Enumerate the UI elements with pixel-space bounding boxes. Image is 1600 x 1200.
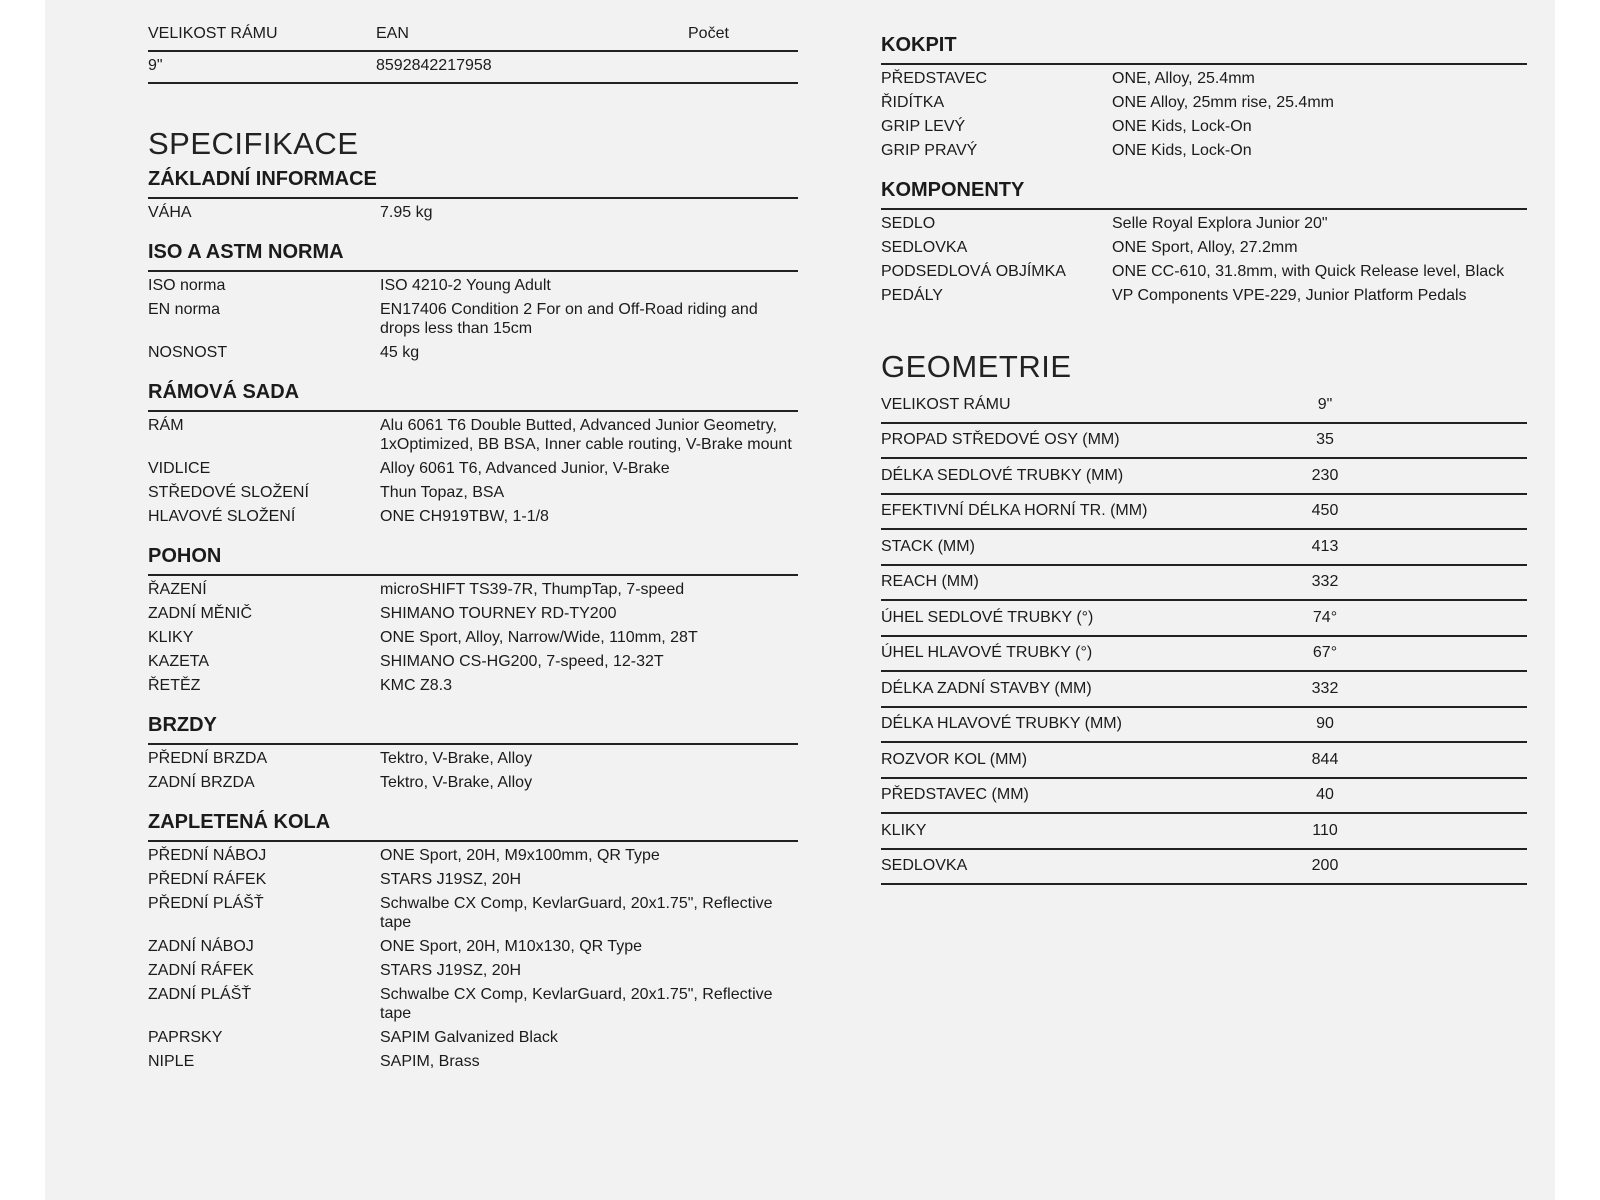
spec-value: STARS J19SZ, 20H xyxy=(380,871,522,888)
spec-value: Tektro, V-Brake, Alloy xyxy=(380,774,533,791)
spec-row xyxy=(148,507,798,531)
spec-label: ZADNÍ PLÁŠŤ xyxy=(148,986,252,1003)
spec-row xyxy=(148,1028,798,1052)
spec-label: VIDLICE xyxy=(148,460,211,477)
spec-label: KAZETA xyxy=(148,653,210,670)
geometry-label: DÉLKA HLAVOVÉ TRUBKY (MM) xyxy=(881,715,1122,733)
spec-label: PEDÁLY xyxy=(881,287,943,304)
spec-row xyxy=(148,773,798,797)
spec-row xyxy=(148,343,798,367)
spec-row xyxy=(148,846,798,870)
spec-value: SAPIM, Brass xyxy=(380,1053,480,1070)
spec-row xyxy=(148,203,798,227)
geometry-row xyxy=(881,814,1527,850)
spec-section xyxy=(148,712,798,797)
spec-label: NIPLE xyxy=(148,1053,195,1070)
spec-section xyxy=(148,379,798,531)
geometry-label: KLIKY xyxy=(881,821,927,839)
spec-row xyxy=(881,214,1527,238)
spec-value: ONE Kids, Lock-On xyxy=(1112,118,1252,135)
spec-label: ŘIDÍTKA xyxy=(881,94,945,111)
spec-row xyxy=(148,300,798,343)
geometry-label: SEDLOVKA xyxy=(881,857,968,875)
spec-label: SEDLOVKA xyxy=(881,239,968,256)
spec-value: VP Components VPE-229, Junior Platform Pedals xyxy=(1112,287,1467,304)
spec-row xyxy=(148,985,798,1028)
geometry-label: ROZVOR KOL (MM) xyxy=(881,750,1028,768)
spec-value: Thun Topaz, BSA xyxy=(380,484,505,501)
spec-row xyxy=(881,262,1527,286)
geometry-value: 450 xyxy=(1311,502,1339,520)
spec-value: Schwalbe CX Comp, KevlarGuard, 20x1.75", Reflective tape xyxy=(380,895,773,931)
right-column xyxy=(881,0,1527,885)
spec-value: 45 kg xyxy=(380,344,420,361)
spec-row xyxy=(148,483,798,507)
spec-label: PAPRSKY xyxy=(148,1029,223,1046)
geometry-row xyxy=(881,850,1527,886)
geometry-label: DÉLKA SEDLOVÉ TRUBKY (MM) xyxy=(881,466,1124,484)
spec-row xyxy=(148,628,798,652)
geometry-row xyxy=(881,388,1527,424)
spec-label: GRIP LEVÝ xyxy=(881,118,966,135)
geometry-value: 200 xyxy=(1311,857,1339,875)
spec-value: EN17406 Condition 2 For on and Off-Road riding and drops less than 15cm xyxy=(380,301,758,337)
geometry-row xyxy=(881,424,1527,460)
geometry-row xyxy=(881,530,1527,566)
ean-table xyxy=(148,20,798,84)
spec-label: STŘEDOVÉ SLOŽENÍ xyxy=(148,484,309,501)
geometry-label: REACH (MM) xyxy=(881,573,979,591)
spec-value: ONE Sport, 20H, M10x130, QR Type xyxy=(380,938,643,955)
spec-value: STARS J19SZ, 20H xyxy=(380,962,522,979)
spec-value: Tektro, V-Brake, Alloy xyxy=(380,750,533,767)
geometry-row xyxy=(881,637,1527,673)
spec-row xyxy=(881,286,1527,310)
spec-value: ONE Alloy, 25mm rise, 25.4mm xyxy=(1112,94,1334,111)
ean-header-ean: EAN xyxy=(376,25,409,42)
geometry-label: DÉLKA ZADNÍ STAVBY (MM) xyxy=(881,679,1092,697)
spec-row xyxy=(881,117,1527,141)
spec-sheet xyxy=(45,0,1555,1200)
spec-row xyxy=(148,749,798,773)
spec-value: SHIMANO TOURNEY RD-TY200 xyxy=(380,605,617,622)
geometry-row xyxy=(881,672,1527,708)
spec-section xyxy=(148,239,798,367)
spec-label: ŘAZENÍ xyxy=(148,581,207,598)
spec-rows xyxy=(148,272,798,367)
spec-value: ONE Sport, Alloy, 27.2mm xyxy=(1112,239,1298,256)
spec-row xyxy=(148,652,798,676)
spec-value: Selle Royal Explora Junior 20" xyxy=(1112,215,1328,232)
spec-row xyxy=(148,937,798,961)
spec-value: Alu 6061 T6 Double Butted, Advanced Junior Geometry, 1xOptimized, BB BSA, Inner cable routing, V-Brake mount xyxy=(380,417,792,453)
spec-value: Schwalbe CX Comp, KevlarGuard, 20x1.75", Reflective tape xyxy=(380,986,773,1022)
spec-value: ONE Sport, Alloy, Narrow/Wide, 110mm, 28T xyxy=(380,629,698,646)
spec-rows xyxy=(881,210,1527,310)
spec-label: ŘETĚZ xyxy=(148,677,201,694)
spec-label: ZADNÍ MĚNIČ xyxy=(148,605,252,622)
spec-label: KLIKY xyxy=(148,629,194,646)
spec-row xyxy=(148,604,798,628)
ean-cell-count xyxy=(688,54,798,78)
section-title: BRZDY xyxy=(148,712,798,745)
geometry-value: 230 xyxy=(1311,466,1339,484)
spec-value: ISO 4210-2 Young Adult xyxy=(380,277,551,294)
spec-value: ONE CC-610, 31.8mm, with Quick Release level, Black xyxy=(1112,263,1505,280)
spec-value: ONE Sport, 20H, M9x100mm, QR Type xyxy=(380,847,660,864)
spec-value: microSHIFT TS39-7R, ThumpTap, 7-speed xyxy=(380,581,685,598)
geometry-label: ÚHEL SEDLOVÉ TRUBKY (°) xyxy=(881,608,1094,626)
section-title: ZAPLETENÁ KOLA xyxy=(148,809,798,842)
spec-row xyxy=(148,870,798,894)
geometry-value: 413 xyxy=(1311,537,1339,555)
geometry-row xyxy=(881,601,1527,637)
spec-row xyxy=(148,676,798,700)
geometry-label: STACK (MM) xyxy=(881,537,975,555)
spec-label: VÁHA xyxy=(148,204,192,221)
geometry-value: 332 xyxy=(1311,573,1339,591)
spec-value: ONE, Alloy, 25.4mm xyxy=(1112,70,1255,87)
spec-row xyxy=(881,238,1527,262)
spec-row xyxy=(881,141,1527,165)
ean-table-header xyxy=(148,20,798,52)
spec-rows xyxy=(148,576,798,700)
spec-value: ONE Kids, Lock-On xyxy=(1112,142,1252,159)
spec-row xyxy=(881,93,1527,117)
spec-section xyxy=(148,543,798,700)
spec-label: ZADNÍ RÁFEK xyxy=(148,962,254,979)
spec-label: PŘEDNÍ PLÁŠŤ xyxy=(148,895,264,912)
spec-value: ONE CH919TBW, 1-1/8 xyxy=(380,508,549,525)
geometry-value: 9" xyxy=(1317,395,1333,413)
geometry-label: PŘEDSTAVEC (MM) xyxy=(881,786,1029,804)
section-title: ZÁKLADNÍ INFORMACE xyxy=(148,166,798,199)
geometry-row xyxy=(881,708,1527,744)
spec-value: 7.95 kg xyxy=(380,204,433,221)
section-title: RÁMOVÁ SADA xyxy=(148,379,798,412)
spec-label: SEDLO xyxy=(881,215,936,232)
geometry-label: VELIKOST RÁMU xyxy=(881,395,1011,413)
spec-row xyxy=(148,894,798,937)
spec-label: ISO norma xyxy=(148,277,226,294)
geometry-value: 90 xyxy=(1316,715,1334,733)
spec-label: EN norma xyxy=(148,301,221,318)
spec-label: HLAVOVÉ SLOŽENÍ xyxy=(148,508,296,525)
spec-rows xyxy=(148,745,798,797)
spec-label: NOSNOST xyxy=(148,344,228,361)
geometry-label: EFEKTIVNÍ DÉLKA HORNÍ TR. (MM) xyxy=(881,502,1148,520)
geometry-heading: GEOMETRIE xyxy=(881,349,1072,384)
geometry-table xyxy=(881,388,1527,885)
left-spec-sections xyxy=(148,166,798,1076)
spec-label: RÁM xyxy=(148,417,184,434)
ean-header-count: Počet xyxy=(688,25,729,42)
spec-value: Alloy 6061 T6, Advanced Junior, V-Brake xyxy=(380,460,670,477)
spec-row xyxy=(148,416,798,459)
geometry-value: 110 xyxy=(1312,821,1338,839)
geometry-row xyxy=(881,743,1527,779)
ean-table-row xyxy=(148,52,798,84)
spec-section xyxy=(148,809,798,1076)
geometry-value: 35 xyxy=(1316,431,1334,449)
spec-label: PODSEDLOVÁ OBJÍMKA xyxy=(881,263,1066,280)
spec-section xyxy=(148,166,798,227)
spec-rows xyxy=(148,412,798,531)
geometry-label: PROPAD STŘEDOVÉ OSY (MM) xyxy=(881,431,1120,449)
geometry-row xyxy=(881,459,1527,495)
specification-heading: SPECIFIKACE xyxy=(148,126,359,161)
section-title: ISO A ASTM NORMA xyxy=(148,239,798,272)
spec-label: PŘEDSTAVEC xyxy=(881,70,988,87)
spec-row xyxy=(148,1052,798,1076)
geometry-value: 67° xyxy=(1312,644,1338,662)
spec-label: PŘEDNÍ NÁBOJ xyxy=(148,847,267,864)
geometry-row xyxy=(881,566,1527,602)
spec-rows xyxy=(148,842,798,1076)
geometry-label: ÚHEL HLAVOVÉ TRUBKY (°) xyxy=(881,644,1093,662)
ean-cell-size: 9" xyxy=(148,57,163,74)
section-title: KOMPONENTY xyxy=(881,177,1527,210)
section-title: POHON xyxy=(148,543,798,576)
spec-label: GRIP PRAVÝ xyxy=(881,142,978,159)
spec-row xyxy=(148,961,798,985)
section-title: KOKPIT xyxy=(881,32,1527,65)
geometry-value: 332 xyxy=(1311,679,1339,697)
geometry-value: 74° xyxy=(1312,608,1338,626)
left-column xyxy=(148,0,798,1088)
ean-cell-ean: 8592842217958 xyxy=(376,57,492,74)
spec-rows xyxy=(881,65,1527,165)
spec-section xyxy=(881,32,1527,165)
spec-label: ZADNÍ NÁBOJ xyxy=(148,938,254,955)
geometry-value: 844 xyxy=(1311,750,1339,768)
ean-header-size: VELIKOST RÁMU xyxy=(148,25,278,42)
spec-rows xyxy=(148,199,798,227)
spec-row xyxy=(148,580,798,604)
spec-row xyxy=(148,459,798,483)
geometry-row xyxy=(881,495,1527,531)
spec-value: SHIMANO CS-HG200, 7-speed, 12-32T xyxy=(380,653,664,670)
spec-row xyxy=(881,69,1527,93)
spec-label: PŘEDNÍ RÁFEK xyxy=(148,871,267,888)
spec-label: ZADNÍ BRZDA xyxy=(148,774,255,791)
right-spec-sections xyxy=(881,32,1527,310)
spec-label: PŘEDNÍ BRZDA xyxy=(148,750,268,767)
spec-row xyxy=(148,276,798,300)
right-spec-sections-wrapper xyxy=(881,32,1527,310)
spec-value: KMC Z8.3 xyxy=(380,677,453,694)
geometry-value: 40 xyxy=(1316,786,1334,804)
geometry-row xyxy=(881,779,1527,815)
spec-section xyxy=(881,177,1527,310)
spec-value: SAPIM Galvanized Black xyxy=(380,1029,558,1046)
